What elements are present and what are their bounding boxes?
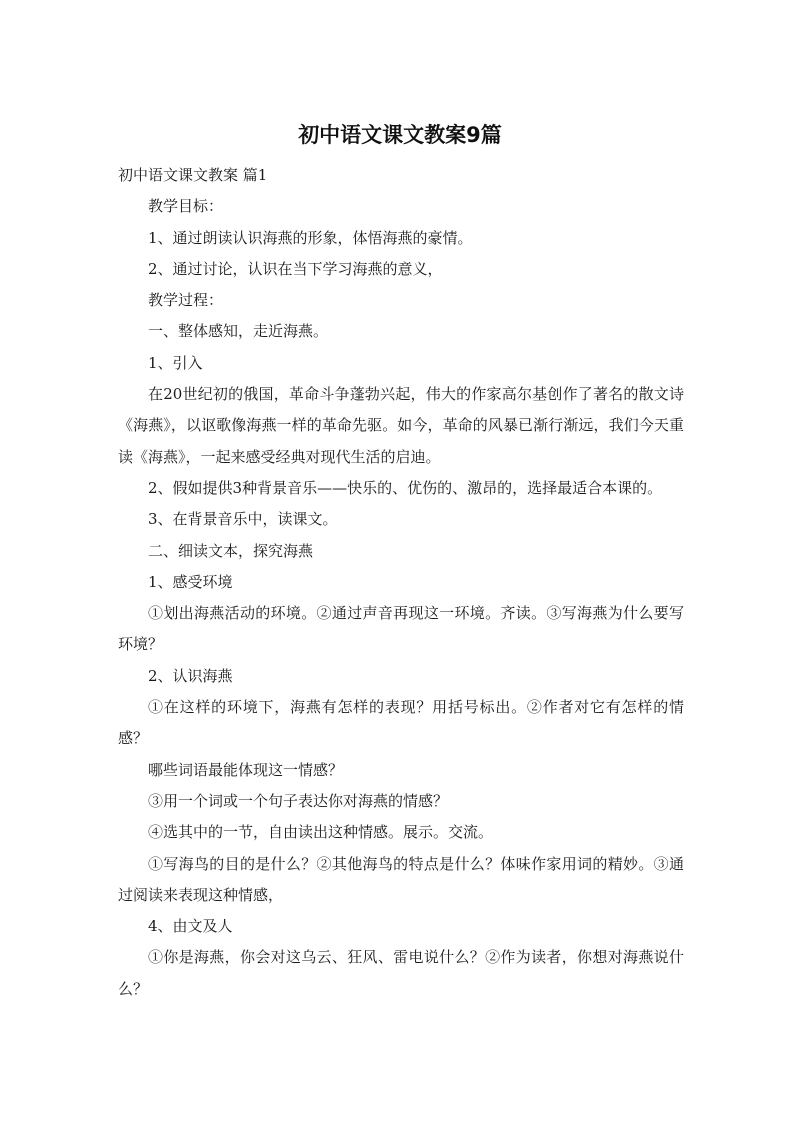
paragraph: ③用一个词或一个句子表达你对海燕的情感？ (148, 791, 449, 810)
paragraph: ①在这样的环境下，海燕有怎样的表现？用括号标出。②作者对它有怎样的情感？ (118, 698, 684, 748)
document-body (118, 160, 684, 1005)
paragraph: 教学目标： (148, 197, 224, 216)
paragraph: 哪些词语最能体现这一情感？ (148, 760, 344, 779)
paragraph: 2、通过讨论，认识在当下学习海燕的意义， (148, 259, 443, 278)
paragraph: 2、认识海燕 (148, 666, 233, 685)
paragraph: 3、在背景音乐中，读课文。 (148, 510, 338, 529)
paragraph: ①写海鸟的目的是什么？②其他海鸟的特点是什么？体味作家用词的精妙。③通过阅读来表现这种情感， (118, 854, 684, 904)
paragraph: 1、通过朗读认识海燕的形象，体悟海燕的豪情。 (148, 228, 473, 247)
paragraph: 在20世纪初的俄国，革命斗争蓬勃兴起，伟大的作家高尔基创作了著名的散文诗《海燕》，以讴歌像海燕一样的革命先驱。如今，革命的风暴已渐行渐远，我们今天重读《海燕》，一起来感受经典对现代生活的启迪。 (118, 385, 684, 466)
paragraph: ①划出海燕活动的环境。②通过声音再现这一环境。齐读。③写海燕为什么要写环境？ (118, 604, 684, 654)
paragraph: ④选其中的一节，自由读出这种情感。展示。交流。 (148, 823, 494, 842)
paragraph: ①你是海燕，你会对这乌云、狂风、雷电说什么？②作为读者，你想对海燕说什么？ (118, 948, 684, 998)
paragraph: 2、假如提供3种背景音乐——快乐的、优伤的、激昂的，选择最适合本课的。 (148, 478, 663, 497)
paragraph: 1、引入 (148, 353, 203, 372)
paragraph: 初中语文课文教案 篇1 (118, 166, 268, 184)
paragraph: 1、感受环境 (148, 572, 233, 591)
paragraph: 一、整体感知，走近海燕。 (148, 322, 329, 341)
paragraph: 4、由文及人 (148, 917, 233, 936)
paragraph: 教学过程： (148, 291, 224, 310)
document-title: 初中语文课文教案9篇 (298, 123, 502, 147)
paragraph: 二、细读文本，探究海燕 (148, 541, 314, 560)
